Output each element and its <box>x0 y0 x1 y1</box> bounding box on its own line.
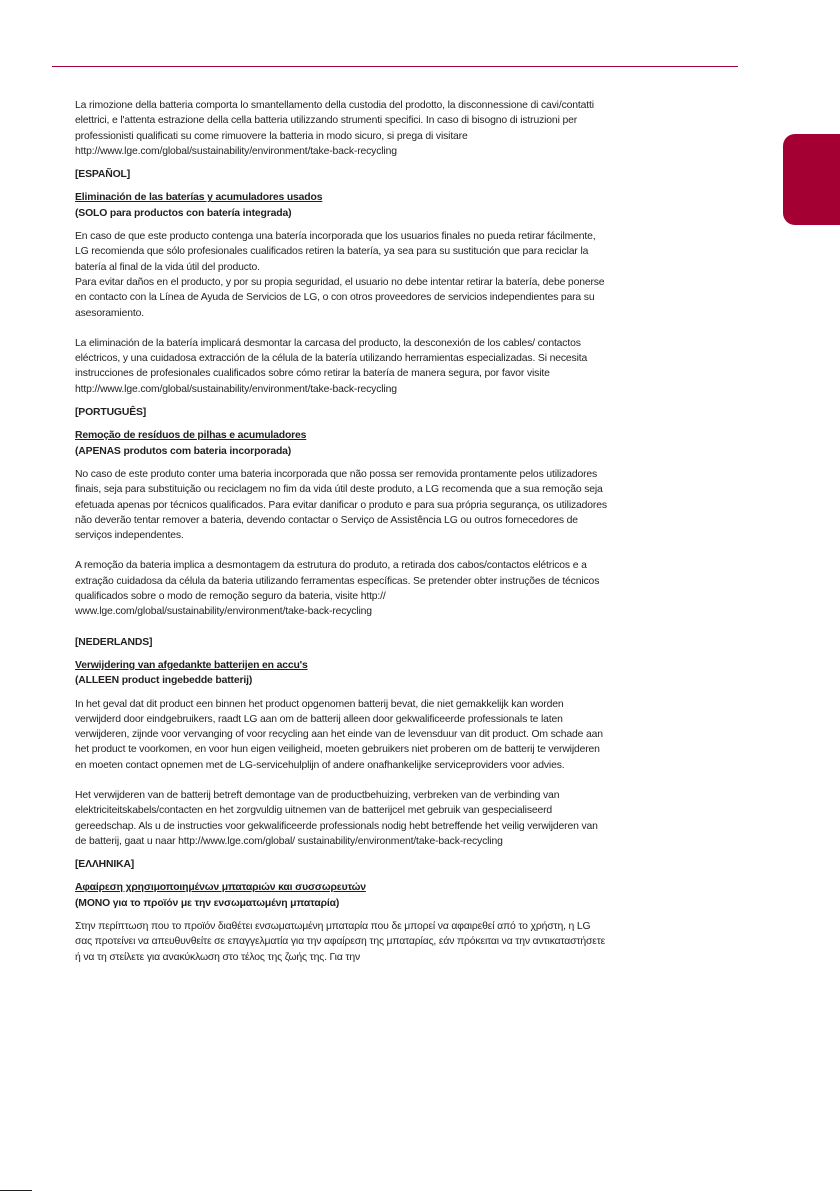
spanish-paragraph-3: La eliminación de la batería implicará desmontar la carcasa del producto, la desconexión de los cables/ contactos eléctricos, y una cuidadosa extracción de la célula de la batería utilizando herramientas especializadas. Si necesita instrucciones de profesionales cualificados sobre cómo retirar la batería de manera segura, por favor visite http://www.lge.com/global/sustainability/environment/take-back-recycling <box>75 337 588 395</box>
greek-heading: [ΕΛΛΗΝΙΚΑ] <box>75 859 135 871</box>
spanish-paragraph-1: En caso de que este producto contenga una batería incorporada que los usuarios finales no pueda retirar fácilmente, LG recomienda que sólo profesionales cualificados retiren la batería, ya sea para su sustitución que para reciclar la batería al final de la vida útil del producto. <box>75 231 596 273</box>
spanish-title: Eliminación de las baterías y acumuladores usados <box>75 192 323 204</box>
greek-title: Αφαίρεση χρησιμοποιημένων μπαταριών και συσσωρευτών <box>75 882 366 894</box>
dutch-paragraph-1: In het geval dat dit product een binnen het product opgenomen batterij bevat, die niet gemakkelijk kan worden verwijderd door eindgebruikers, raadt LG aan om de batterij alleen door gekwalificeerde professionals te laten verwijderen, zijnde voor vervanging of voor recycling aan het einde van de levensduur van dit product. Om schade aan het product te voorkomen, en voor hun eigen veiligheid, moeten gebruikers niet proberen om de batterij te verwijderen en moeten contact opnemen met de LG-servicehulplijn of andere onafhankelijke serviceproviders voor advies. <box>75 698 603 771</box>
dutch-title: Verwijdering van afgedankte batterijen en accu's <box>75 659 308 671</box>
dutch-paragraph-2: Het verwijderen van de batterij betreft demontage van de productbehuizing, verbreken van de verbinding van elektriciteitskabels/contacten en het zorgvuldig uitnemen van de batterijcel met gebruik van gespecialiseerd gereedschap. Als u de instructies voor gekwalificeerde professionals nodig hebt betreffende het veilig verwijderen van de batterij, gaat u naar http://www.lge.com/global/ sustainability/environment/take-back-recycling <box>75 789 598 847</box>
document-body <box>75 98 607 965</box>
dutch-heading: [NEDERLANDS] <box>75 636 153 648</box>
italian-paragraph: La rimozione della batteria comporta lo smantellamento della custodia del prodotto, la disconnessione di cavi/contatti elettrici, e l'attenta estrazione della cella batteria utilizzando strumenti specifici. In caso di bisogno di istruzioni per professionisti qualificati su come rimuovere la batteria in modo sicuro, si prega di visitare http://www.lge.com/global/sustainability/environment/take-back-recycling <box>75 100 594 157</box>
spanish-subtitle: (SOLO para productos con batería integrada) <box>75 207 292 219</box>
portuguese-paragraph-2: A remoção da bateria implica a desmontagem da estrutura do produto, a retirada dos cabos/contactos elétricos e a extração cuidadosa da célula da bateria utilizando ferramentas específicas. Se pretender obter instruções de técnicos qualificados sobre o modo de remoção seguro da bateria, visite http:// www.lge.com/global/sustainability/environment/take-back-recycling <box>75 560 600 618</box>
portuguese-heading: [PORTUGUÊS] <box>75 407 147 419</box>
greek-paragraph-1: Στην περίπτωση που το προϊόν διαθέτει ενσωματωμένη μπαταρία που δε μπορεί να αφαιρεθεί από το χρήστη, η LG σας προτείνει να απευθυνθείτε σε επαγγελματία για την αφαίρεση της μπαταρίας, εάν πρόκειται να την αντικαταστήσετε ή να τη στείλετε για ανακύκλωση στο τέλος της ζωής της. Για την <box>75 921 606 963</box>
portuguese-subtitle: (APENAS produtos com bateria incorporada) <box>75 445 292 457</box>
greek-subtitle: (ΜΟΝΟ για το προϊόν με την ενσωματωμένη μπαταρία) <box>75 897 340 909</box>
header-rule <box>52 66 738 67</box>
dutch-subtitle: (ALLEEN product ingebedde batterij) <box>75 675 253 687</box>
portuguese-title: Remoção de resíduos de pilhas e acumuladores <box>75 430 307 442</box>
portuguese-paragraph-1: No caso de este produto conter uma bateria incorporada que não possa ser removida prontamente pelos utilizadores finais, seja para substituição ou reciclagem no fim da vida útil deste produto, a LG recomenda que a sua remoção seja efetuada apenas por técnicos qualificados. Para evitar danificar o produto e para sua própria segurança, os utilizadores não deverão tentar remover a bateria, devendo contactar o Serviço de Assistência LG ou outros fornecedores de serviços independentes. <box>75 468 607 542</box>
language-section-tab <box>783 134 840 225</box>
spanish-paragraph-2: Para evitar daños en el producto, y por su propia seguridad, el usuario no debe intentar retirar la batería, debe ponerse en contacto con la Línea de Ayuda de Servicios de LG, o con otros proveedores de servicios independientes para su asesoramiento. <box>75 276 605 319</box>
footer-rule <box>0 1190 32 1191</box>
spanish-heading: [ESPAÑOL] <box>75 169 131 181</box>
